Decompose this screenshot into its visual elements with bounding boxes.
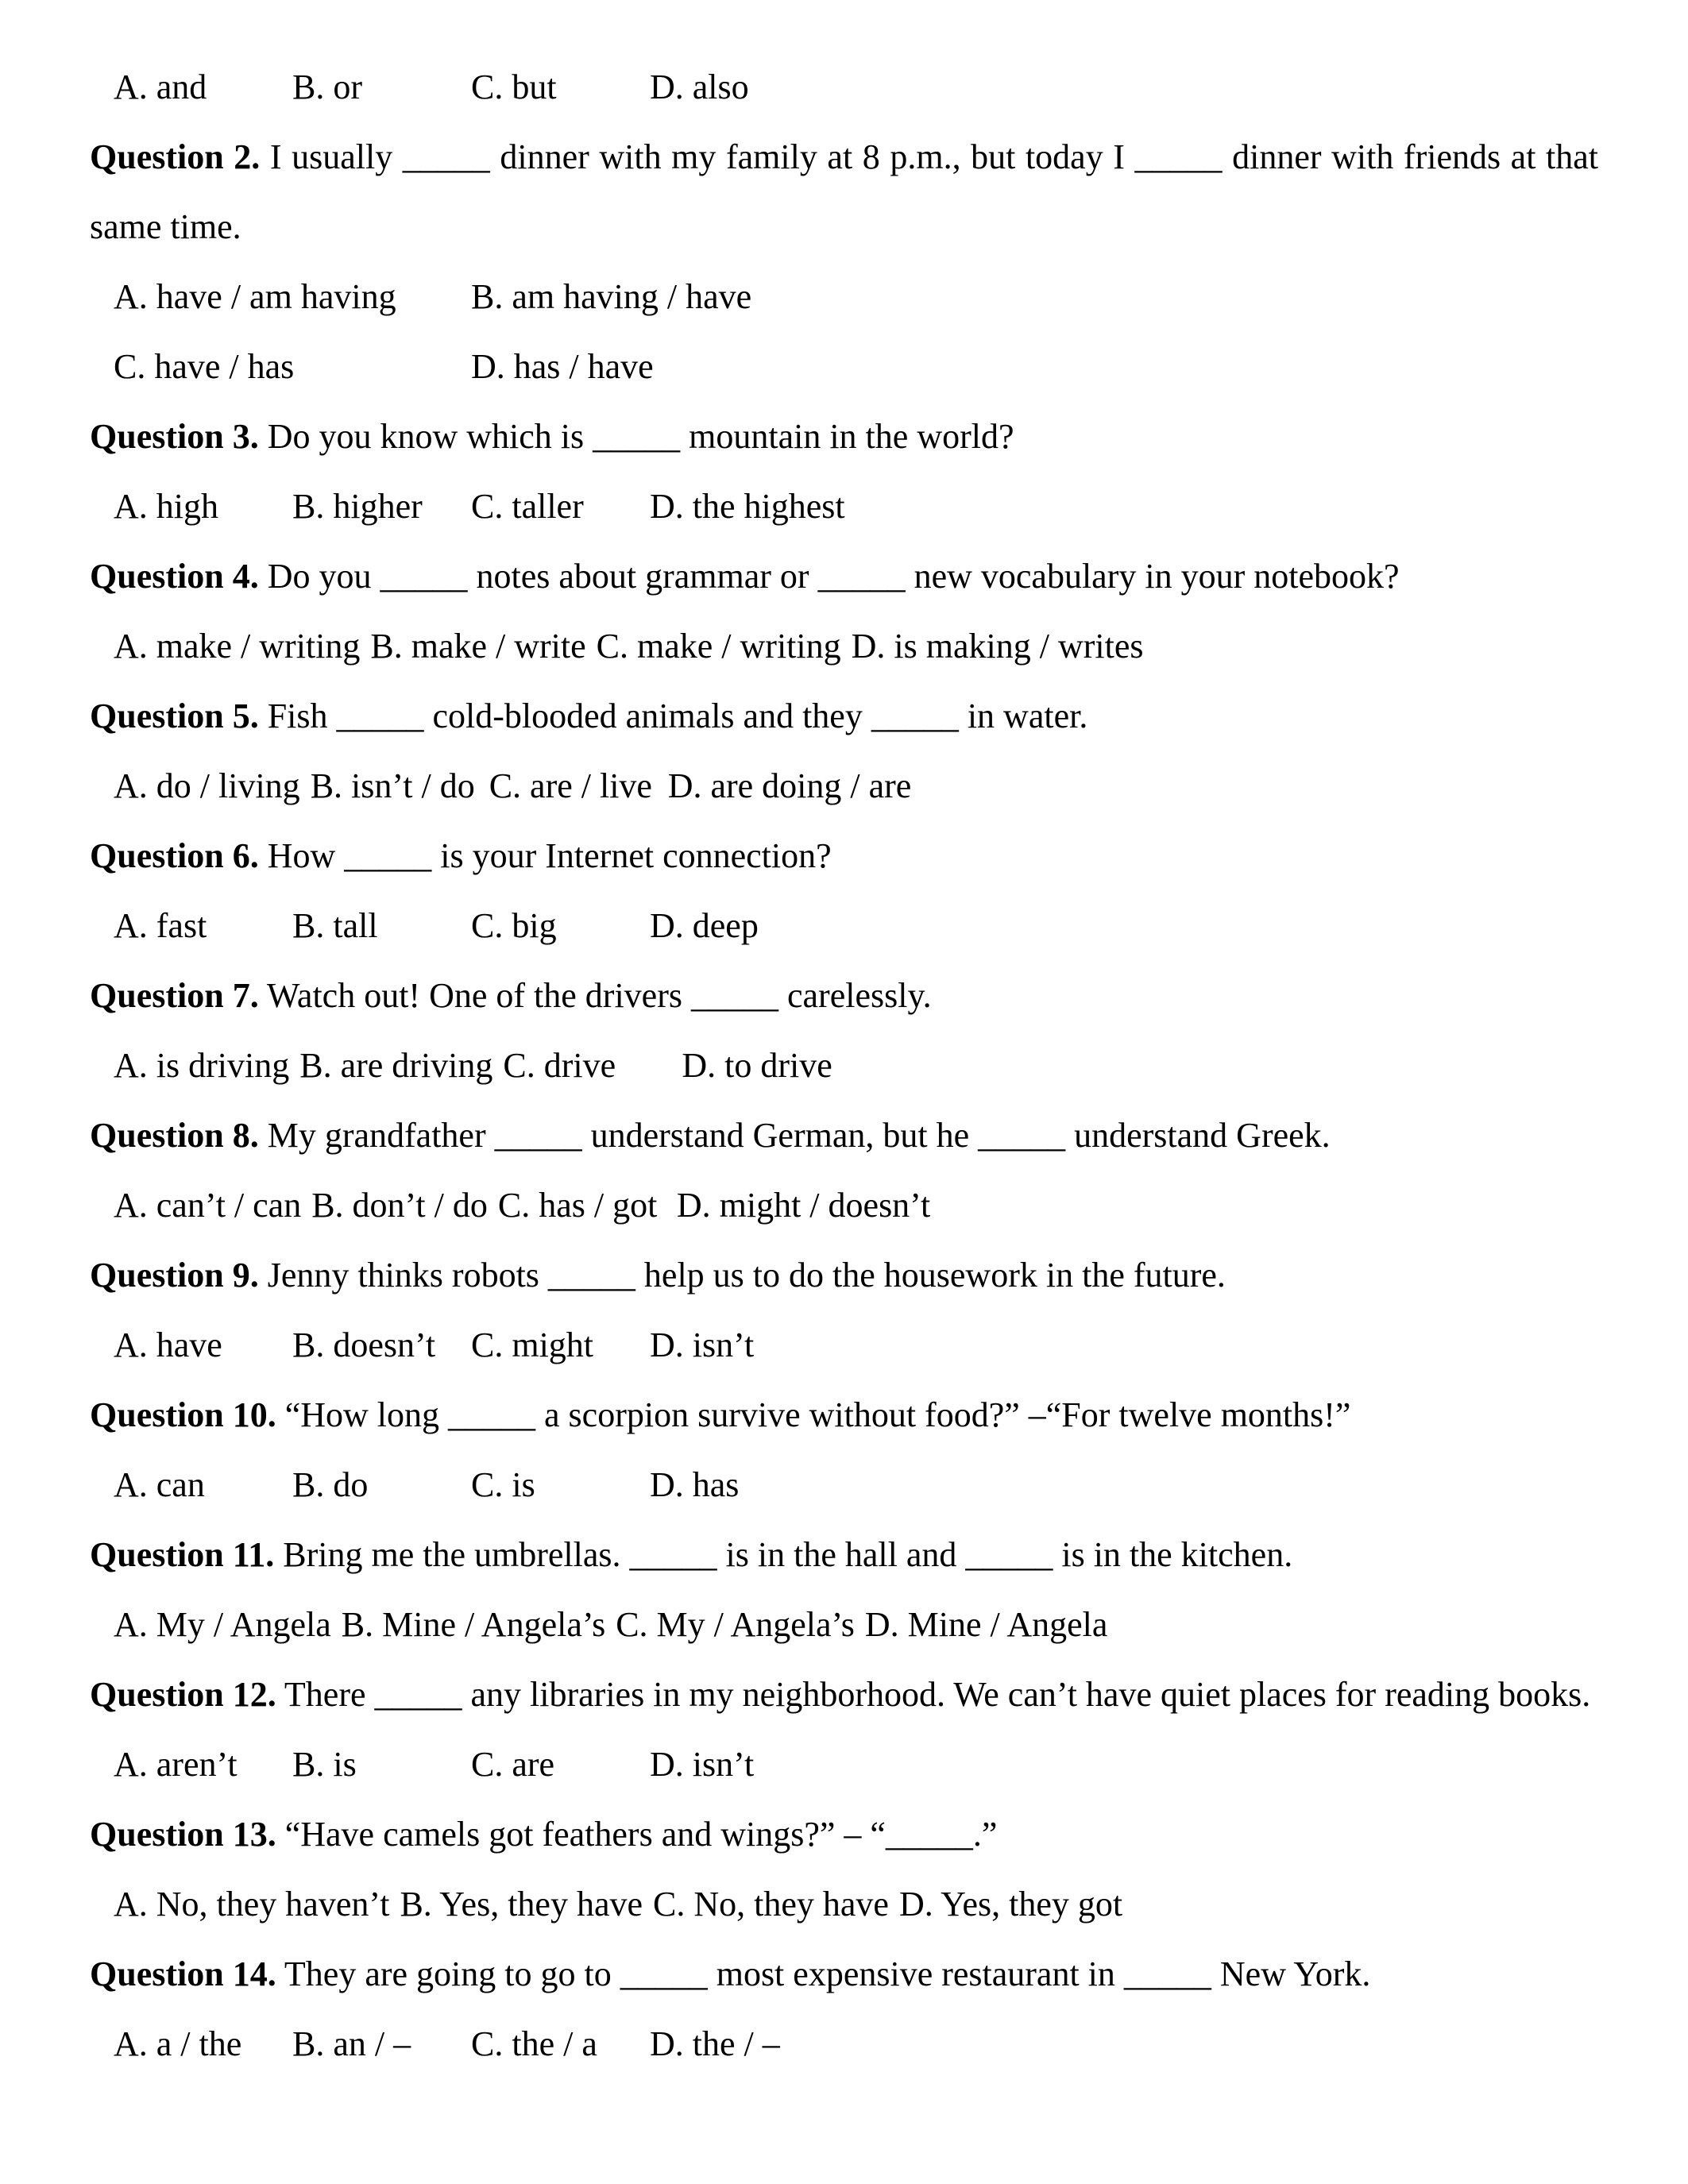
question-1-options-row <box>90 52 1598 122</box>
option-b: B. Mine / Angela’s <box>341 1605 606 1644</box>
options-row <box>90 1310 1598 1380</box>
question-stem <box>90 821 1598 891</box>
option-a: A. have <box>114 1325 222 1364</box>
option-b: B. Yes, they have <box>400 1885 643 1924</box>
question-text: There _____ any libraries in my neighborhood. We can’t have quiet places for reading books. <box>284 1675 1591 1714</box>
option-b: B. make / write <box>370 627 586 666</box>
question-block <box>90 821 1598 961</box>
question-block <box>90 1939 1598 2079</box>
question-label: Question 9. <box>90 1256 259 1295</box>
question-label: Question 7. <box>90 976 259 1015</box>
question-text: How _____ is your Internet connection? <box>267 836 832 875</box>
option-b: B. is <box>292 1745 357 1784</box>
question-block <box>90 1101 1598 1241</box>
question-text: Do you _____ notes about grammar or _____ new vocabulary in your notebook? <box>267 557 1400 596</box>
option-c: C. the / a <box>471 2024 597 2063</box>
options-row <box>90 472 1598 542</box>
question-label: Question 14. <box>90 1954 276 1993</box>
question-stem <box>90 1101 1598 1171</box>
question-text: Fish _____ cold-blooded animals and they _____ in water. <box>267 696 1088 735</box>
question-label: Question 8. <box>90 1116 259 1155</box>
option-d: D. the highest <box>650 487 845 526</box>
option-a: A. a / the <box>114 2024 242 2063</box>
question-text: Bring me the umbrellas. _____ is in the hall and _____ is in the kitchen. <box>283 1535 1293 1574</box>
question-label: Question 4. <box>90 557 259 596</box>
option-c: C. are / live <box>489 766 652 805</box>
option-c: C. have / has <box>114 347 295 386</box>
question-block <box>90 542 1598 681</box>
option-d: D. isn’t <box>650 1325 755 1364</box>
question-text: “How long _____ a scorpion survive without food?” –“For twelve months!” <box>284 1395 1351 1434</box>
option-d: D. is making / writes <box>851 627 1144 666</box>
option-d: D. might / doesn’t <box>676 1186 931 1225</box>
question-stem <box>90 1520 1598 1590</box>
option-c: C. are <box>471 1745 555 1784</box>
question-block <box>90 1660 1598 1800</box>
option-a: A. do / living <box>114 766 300 805</box>
option-d: D. the / – <box>650 2024 780 2063</box>
question-text: They are going to go to _____ most expensive restaurant in _____ New York. <box>284 1954 1371 1993</box>
option-b: B. don’t / do <box>311 1186 488 1225</box>
option-d: D. Mine / Angela <box>864 1605 1108 1644</box>
option-a: A. aren’t <box>114 1745 238 1784</box>
option-b: B. are driving <box>299 1046 493 1085</box>
option-a: A. and <box>114 68 207 106</box>
question-block <box>90 1380 1598 1520</box>
options-row <box>90 1590 1598 1660</box>
option-a: A. high <box>114 487 218 526</box>
options-row <box>90 612 1598 681</box>
question-stem <box>90 1380 1598 1450</box>
options-row <box>90 262 1598 402</box>
question-block <box>90 961 1598 1101</box>
option-b: B. higher <box>292 487 423 526</box>
options-row <box>90 1450 1598 1520</box>
question-label: Question 5. <box>90 696 259 735</box>
question-stem <box>90 402 1598 472</box>
option-c: C. might <box>471 1325 594 1364</box>
question-text: I usually _____ dinner with my family at 8 p.m., but today I _____ dinner with friends at that same time. <box>90 137 1598 246</box>
question-block <box>90 1241 1598 1380</box>
option-d: D. to drive <box>682 1046 832 1085</box>
options-row <box>90 751 1598 821</box>
options-row <box>90 1031 1598 1101</box>
option-b: B. isn’t / do <box>310 766 475 805</box>
question-label: Question 11. <box>90 1535 275 1574</box>
question-label: Question 3. <box>90 417 259 456</box>
option-b: B. am having / have <box>471 277 752 316</box>
question-text: Do you know which is _____ mountain in the world? <box>267 417 1014 456</box>
options-row <box>90 1171 1598 1241</box>
question-label: Question 12. <box>90 1675 276 1714</box>
question-stem <box>90 1660 1598 1730</box>
option-a: A. No, they haven’t <box>114 1885 390 1924</box>
option-c: C. No, they have <box>653 1885 889 1924</box>
options-row <box>90 1870 1598 1939</box>
option-a: A. can’t / can <box>114 1186 302 1225</box>
option-c: C. is <box>471 1465 535 1504</box>
question-stem <box>90 1939 1598 2009</box>
question-stem <box>90 122 1598 262</box>
question-block <box>90 122 1598 402</box>
option-a: A. have / am having <box>114 277 396 316</box>
option-a: A. make / writing <box>114 627 361 666</box>
option-b: B. or <box>292 68 362 106</box>
option-c: C. make / writing <box>596 627 841 666</box>
question-text: My grandfather _____ understand German, but he _____ understand Greek. <box>267 1116 1331 1155</box>
question-text: “Have camels got feathers and wings?” – “_____.” <box>284 1815 998 1854</box>
option-d: D. Yes, they got <box>898 1885 1123 1924</box>
option-d: D. also <box>650 68 749 106</box>
option-d: D. has <box>650 1465 740 1504</box>
question-stem <box>90 542 1598 612</box>
question-text: Jenny thinks robots _____ help us to do the housework in the future. <box>267 1256 1226 1295</box>
question-label: Question 10. <box>90 1395 276 1434</box>
question-block <box>90 681 1598 821</box>
question-label: Question 6. <box>90 836 259 875</box>
option-b: B. tall <box>292 906 378 945</box>
option-a: A. is driving <box>114 1046 290 1085</box>
question-stem <box>90 961 1598 1031</box>
option-b: B. an / – <box>292 2024 411 2063</box>
option-d: D. deep <box>650 906 759 945</box>
option-b: B. doesn’t <box>292 1325 436 1364</box>
question-stem <box>90 1800 1598 1870</box>
option-b: B. do <box>292 1465 369 1504</box>
option-c: C. My / Angela’s <box>616 1605 855 1644</box>
option-c: C. has / got <box>497 1186 658 1225</box>
question-label: Question 13. <box>90 1815 276 1854</box>
option-d: D. has / have <box>471 347 654 386</box>
options-row <box>90 1730 1598 1800</box>
options-row <box>90 891 1598 961</box>
option-c: C. big <box>471 906 557 945</box>
option-c: C. drive <box>503 1046 616 1085</box>
option-c: C. but <box>471 68 557 106</box>
question-block <box>90 1520 1598 1660</box>
option-d: D. are doing / are <box>667 766 912 805</box>
option-a: A. fast <box>114 906 207 945</box>
option-a: A. My / Angela <box>114 1605 331 1644</box>
question-label: Question 2. <box>90 137 261 176</box>
question-stem <box>90 681 1598 751</box>
option-c: C. taller <box>471 487 584 526</box>
options-row <box>90 2009 1598 2079</box>
question-stem <box>90 1241 1598 1310</box>
question-block <box>90 402 1598 542</box>
question-block <box>90 1800 1598 1939</box>
option-d: D. isn’t <box>650 1745 755 1784</box>
option-a: A. can <box>114 1465 205 1504</box>
question-text: Watch out! One of the drivers _____ carelessly. <box>266 976 932 1015</box>
